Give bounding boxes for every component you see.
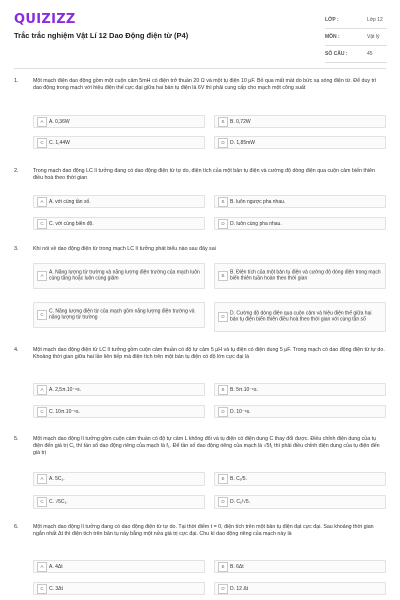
option-text: D. 1,85mW — [230, 139, 256, 146]
option-d[interactable] — [214, 582, 386, 595]
option-text: C. với cùng biên độ. — [49, 220, 94, 227]
option-letter: D — [218, 312, 228, 322]
question-number: 4. — [14, 347, 19, 353]
option-text: A. 0,36W — [49, 118, 70, 125]
meta-value: Vật lý — [367, 34, 380, 40]
option-letter: C — [37, 310, 47, 320]
option-letter: D — [218, 584, 228, 594]
option-b[interactable] — [214, 263, 386, 289]
option-a[interactable] — [33, 195, 205, 208]
option-c[interactable] — [33, 582, 205, 595]
question-number: 1. — [14, 78, 19, 84]
option-text: C. 10π.10⁻⁶s. — [49, 408, 80, 415]
option-text: A. Năng lượng từ trường và năng lượng điện trường của mạch luôn cùng tăng hoặc luôn cùng giảm — [49, 269, 200, 282]
option-text: C. 3Δt — [49, 585, 63, 592]
meta-row-count — [325, 46, 387, 63]
meta-label: LỚP : — [325, 17, 339, 23]
option-text: A. với cùng tần số. — [49, 198, 91, 205]
option-text: C. Năng lượng điện từ của mạch gồm năng lượng điện trường và năng lượng từ trường — [49, 308, 195, 321]
option-letter: C — [37, 497, 47, 507]
quizizz-logo[interactable]: QUIZIZZ — [14, 12, 76, 27]
option-letter: C — [37, 138, 47, 148]
meta-label: SỐ CÂU : — [325, 51, 348, 57]
option-a[interactable] — [33, 115, 205, 128]
divider — [14, 68, 386, 69]
option-d[interactable] — [214, 217, 386, 230]
option-c[interactable] — [33, 302, 205, 328]
option-text: B. 0,72W — [230, 118, 251, 125]
question-text: Một mạch dao động lí tưởng gồm cuộn cảm thuần có độ tự cảm L không đổi và tụ điện có điện dung C thay đổi được. Điều chỉnh điện dung của tụ điện đến giá trị C₁ thì tần số dao động riêng của mạch là f₁. Để tần số dao động riêng của mạch là √5f₁ thì phải điều chỉnh điện dung của tụ điện đến giá trị — [33, 436, 380, 457]
meta-panel — [325, 12, 387, 63]
question-text: Một mạch dao động lí tưởng đang có dao động điện từ tự do. Tại thời điểm t = 0, điện tích trên một bản tụ điện đạt cực đại. Sau khoảng thời gian ngắn nhất Δt thì điện tích trên bản tụ này bằng một nửa giá trị cực đại. Chu kì dao động riêng của mạch này là — [33, 524, 374, 538]
option-d[interactable] — [214, 136, 386, 149]
question-number: 6. — [14, 524, 19, 530]
option-text: B. 6Δt — [230, 563, 244, 570]
option-a[interactable] — [33, 263, 205, 289]
worksheet-header — [0, 0, 400, 62]
option-text: D. 10⁻⁶s. — [230, 408, 251, 415]
option-letter: B — [218, 474, 228, 484]
question-number: 3. — [14, 246, 19, 252]
option-text: B. luôn ngược pha nhau. — [230, 198, 286, 205]
option-letter: B — [218, 271, 228, 281]
option-b[interactable] — [214, 472, 386, 486]
meta-value: Lớp 12 — [367, 17, 383, 23]
option-a[interactable] — [33, 383, 205, 396]
option-letter: C — [37, 219, 47, 229]
option-letter: A — [37, 271, 47, 281]
option-c[interactable] — [33, 136, 205, 149]
option-text: A. 4Δt — [49, 563, 63, 570]
option-b[interactable] — [214, 115, 386, 128]
meta-row-subject — [325, 29, 387, 46]
option-text: B. Điện tích của một bản tụ điện và cường độ dòng điện trong mạch biến thiên tuần hoàn theo thời gian — [230, 269, 381, 282]
option-d[interactable] — [214, 405, 386, 418]
question-number: 5. — [14, 436, 19, 442]
option-letter: D — [218, 219, 228, 229]
question-text: Một mạch điện dao động gồm một cuộn cảm 5mH có điện trở thuần 20 Ω và một tụ điện 10 μF. Bỏ qua mất mát do bức xạ sóng điện từ. Để duy trì dao động trong mạch với hiệu điện thế cực đại giữa hai bản tụ điện là 6V thì phải cung cấp cho mạch một công suất — [33, 78, 377, 92]
option-letter: D — [218, 497, 228, 507]
question-text: Một mạch dao động điện từ LC lí tưởng gồm cuộn cảm thuần có độ tự cảm 5 μH và tụ điện có điện dung 5 μF. Trong mạch có dao động điện từ tự do. Khoảng thời gian giữa hai lần liên tiếp mà điện tích trên một bản tụ điện có độ lớn cực đại là — [33, 347, 385, 361]
option-b[interactable] — [214, 560, 386, 573]
option-text: B. C₁/5. — [230, 475, 247, 482]
meta-row-class — [325, 12, 387, 29]
question-number: 2. — [14, 168, 19, 174]
option-a[interactable] — [33, 472, 205, 486]
option-letter: C — [37, 584, 47, 594]
option-letter: C — [37, 407, 47, 417]
option-text: B. 5π.10⁻⁶s. — [230, 386, 258, 393]
option-letter: B — [218, 197, 228, 207]
option-d[interactable] — [214, 495, 386, 509]
meta-label: MÔN : — [325, 34, 340, 40]
option-letter: A — [37, 117, 47, 127]
option-c[interactable] — [33, 405, 205, 418]
option-text: A. 2,5π.10⁻⁶s. — [49, 386, 82, 393]
option-c[interactable] — [33, 217, 205, 230]
option-text: D. C₁/√5. — [230, 498, 250, 505]
option-letter: D — [218, 138, 228, 148]
option-letter: A — [37, 385, 47, 395]
option-b[interactable] — [214, 383, 386, 396]
option-letter: B — [218, 562, 228, 572]
option-b[interactable] — [214, 195, 386, 208]
option-text: C. √5C₁. — [49, 498, 68, 505]
option-letter: A — [37, 562, 47, 572]
option-text: D. 12 Δt — [230, 585, 249, 592]
option-text: D. luôn cùng pha nhau. — [230, 220, 282, 227]
option-letter: D — [218, 407, 228, 417]
option-letter: A — [37, 197, 47, 207]
option-d[interactable] — [214, 302, 386, 332]
option-letter: B — [218, 117, 228, 127]
option-text: D. Cường độ dòng điện qua cuộn cảm và hiệu điện thế giữa hai bản tụ điện biến thiên điều hoà theo thời gian với cùng tần số — [230, 310, 372, 323]
option-c[interactable] — [33, 495, 205, 509]
question-text: Trong mạch dao động LC lí tưởng đang có dao động điện từ tự do, điện tích của một bản tụ điện và cường độ dòng điện qua cuộn cảm biến thiên điều hoà theo thời gian — [33, 168, 375, 182]
meta-value: 45 — [367, 51, 373, 57]
option-text: C. 1,44W — [49, 139, 70, 146]
page-title: Trắc trắc nghiệm Vật Lí 12 Dao Động điện từ (P4) — [14, 31, 189, 40]
option-letter: A — [37, 474, 47, 484]
option-a[interactable] — [33, 560, 205, 573]
option-letter: B — [218, 385, 228, 395]
question-text: Khi nói về dao động điện từ trong mạch LC lí tưởng phát biểu nào sau đây sai — [33, 246, 216, 252]
option-text: A. 5C₁. — [49, 475, 65, 482]
